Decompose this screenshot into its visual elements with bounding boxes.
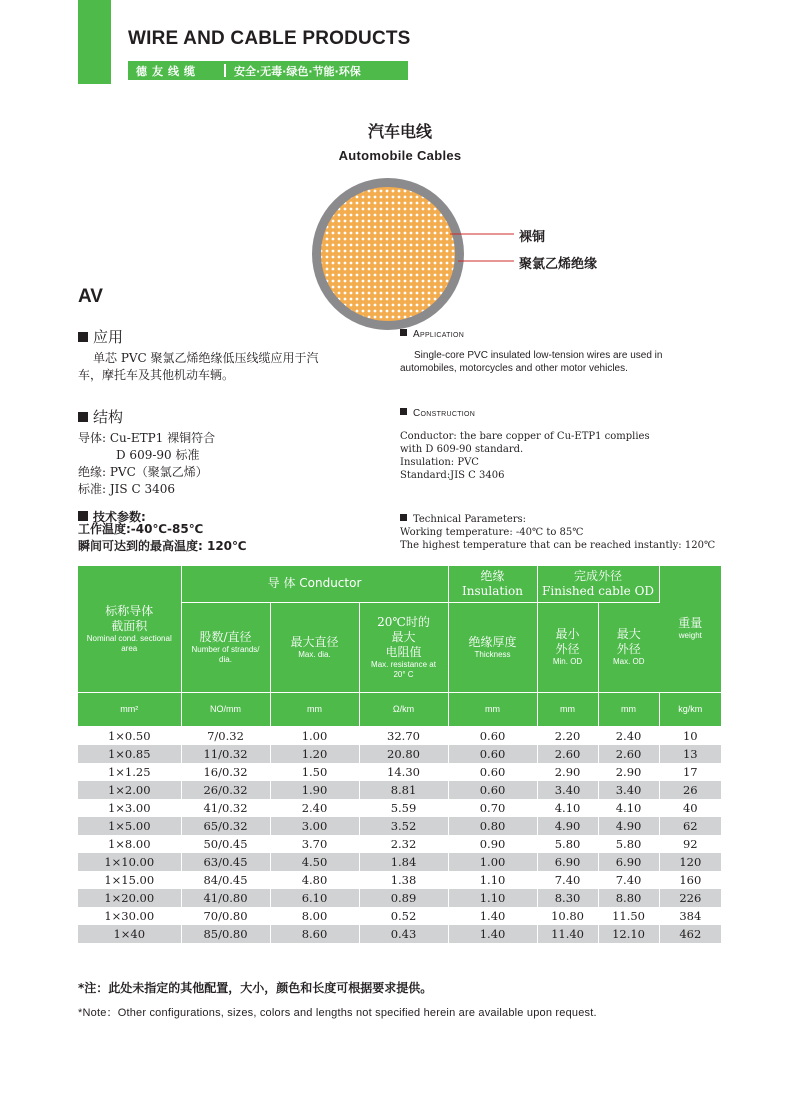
table-row: [78, 925, 721, 943]
table-cell: 4.10: [537, 799, 598, 817]
table-cell: 1.50: [270, 763, 359, 781]
table-row: [78, 853, 721, 871]
unit-cell: mm: [537, 692, 598, 726]
table-cell: 1×0.50: [78, 726, 181, 745]
table-cell: 226: [659, 889, 721, 907]
table-cell: 6.10: [270, 889, 359, 907]
table-row: [78, 871, 721, 889]
table-cell: 1×2.00: [78, 781, 181, 799]
table-cell: 6.90: [537, 853, 598, 871]
table-cell: 3.00: [270, 817, 359, 835]
table-cell: 26/0.32: [181, 781, 270, 799]
table-cell: 0.60: [448, 726, 537, 745]
application-text-cn: 单芯 PVC 聚氯乙烯绝缘低压线缆应用于汽 车，摩托车及其他机动车辆。: [78, 351, 319, 382]
table-cell: 3.40: [598, 781, 659, 799]
table-row: [78, 889, 721, 907]
table-row: [78, 835, 721, 853]
col-header-max-dia: 最大直径 Max. dia.: [270, 602, 359, 692]
table-cell: 1.40: [448, 925, 537, 943]
table-cell: 4.90: [598, 817, 659, 835]
square-bullet-icon: [400, 514, 407, 521]
table-cell: 1.40: [448, 907, 537, 925]
table-cell: 384: [659, 907, 721, 925]
table-cell: 16/0.32: [181, 763, 270, 781]
table-cell: 1.38: [359, 871, 448, 889]
group-header-conductor: 导 体 Conductor: [181, 566, 448, 602]
unit-cell: kg/km: [659, 692, 721, 726]
table-cell: 1×40: [78, 925, 181, 943]
table-cell: 0.89: [359, 889, 448, 907]
technical-text-en: Working temperature: -40℃ to 85℃ The highest temperature that can be reached instantly: 120℃: [400, 527, 716, 551]
table-cell: 0.52: [359, 907, 448, 925]
table-cell: 1×3.00: [78, 799, 181, 817]
table-cell: 7.40: [537, 871, 598, 889]
table-cell: 10: [659, 726, 721, 745]
table-row: [78, 817, 721, 835]
col-header-max-od: 最大 外径 Max. OD: [598, 602, 659, 692]
table-cell: 2.90: [537, 763, 598, 781]
construction-heading-en: Construction: [400, 408, 475, 419]
leader-line-extension: [500, 230, 520, 270]
table-cell: 8.60: [270, 925, 359, 943]
table-cell: 3.52: [359, 817, 448, 835]
table-cell: 7/0.32: [181, 726, 270, 745]
cable-cross-section-diagram: [300, 170, 500, 340]
table-cell: 2.40: [270, 799, 359, 817]
application-text-en: Single-core PVC insulated low-tension wires are used in automobiles, motorcycles and other motor vehicles.: [400, 350, 663, 374]
brand-tagline: [128, 61, 408, 80]
product-title-en: Automobile Cables: [338, 148, 462, 163]
table-cell: 0.60: [448, 745, 537, 763]
footnote-en: *Note：Other configurations, sizes, colors and lengths not specified herein are available upon request.: [78, 1007, 597, 1019]
units-row: [78, 692, 721, 726]
table-cell: 12.10: [598, 925, 659, 943]
table-cell: 0.60: [448, 763, 537, 781]
table-cell: 11.40: [537, 925, 598, 943]
table-cell: 5.59: [359, 799, 448, 817]
table-cell: 32.70: [359, 726, 448, 745]
table-cell: 4.80: [270, 871, 359, 889]
brand-slogan: 安全·无毒·绿色·节能·环保: [234, 64, 361, 78]
table-cell: 50/0.45: [181, 835, 270, 853]
table-cell: 160: [659, 871, 721, 889]
table-cell: 85/0.80: [181, 925, 270, 943]
technical-heading-cn: 技术参数:: [78, 506, 146, 525]
col-header-weight: 重量 weight: [659, 566, 721, 692]
table-cell: 41/0.80: [181, 889, 270, 907]
unit-cell: mm: [270, 692, 359, 726]
product-code: AV: [78, 286, 103, 307]
application-heading-cn: 应用: [78, 326, 123, 347]
table-cell: 17: [659, 763, 721, 781]
table-cell: 8.80: [598, 889, 659, 907]
table-cell: 0.80: [448, 817, 537, 835]
page-title: WIRE AND CABLE PRODUCTS: [128, 28, 411, 49]
table-cell: 84/0.45: [181, 871, 270, 889]
col-header-strands: 股数/直径 Number of strands/ dia.: [181, 602, 270, 692]
table-cell: 1×30.00: [78, 907, 181, 925]
table-cell: 4.50: [270, 853, 359, 871]
table-cell: 4.10: [598, 799, 659, 817]
group-header-insulation: 绝缘 Insulation: [448, 566, 537, 602]
construction-text-cn: 导体: Cu-ETP1 裸铜符合 D 609-90 标准 绝缘: PVC（聚氯乙烯） 标准: JIS C 3406: [78, 431, 216, 496]
table-cell: 2.40: [598, 726, 659, 745]
technical-heading-en: Technical Parameters:: [400, 513, 526, 526]
construction-text-en: Conductor: the bare copper of Cu-ETP1 complies with D 609-90 standard. Insulation: PVC Standard:JIS C 3406: [400, 431, 650, 481]
table-cell: 4.90: [537, 817, 598, 835]
header-accent-bar: [78, 0, 111, 84]
table-cell: 63/0.45: [181, 853, 270, 871]
table-cell: 1.20: [270, 745, 359, 763]
table-row: [78, 745, 721, 763]
table-cell: 11/0.32: [181, 745, 270, 763]
table-cell: 1.10: [448, 871, 537, 889]
table-cell: 1×8.00: [78, 835, 181, 853]
table-cell: 8.30: [537, 889, 598, 907]
table-cell: 70/0.80: [181, 907, 270, 925]
table-cell: 1.00: [270, 726, 359, 745]
group-header-od: 完成外径 Finished cable OD: [537, 566, 659, 602]
table-cell: 120: [659, 853, 721, 871]
table-cell: 1×1.25: [78, 763, 181, 781]
square-bullet-icon: [400, 408, 407, 415]
table-cell: 1×5.00: [78, 817, 181, 835]
table-cell: 26: [659, 781, 721, 799]
square-bullet-icon: [78, 332, 88, 342]
table-cell: 5.80: [537, 835, 598, 853]
square-bullet-icon: [78, 511, 88, 521]
application-heading-en: Application: [400, 329, 464, 340]
construction-heading-cn: 结构: [78, 406, 123, 427]
table-cell: 2.20: [537, 726, 598, 745]
table-cell: 6.90: [598, 853, 659, 871]
square-bullet-icon: [78, 412, 88, 422]
table-cell: 1×10.00: [78, 853, 181, 871]
table-cell: 3.70: [270, 835, 359, 853]
table-cell: 8.00: [270, 907, 359, 925]
col-header-thickness: 绝缘厚度 Thickness: [448, 602, 537, 692]
table-cell: 1.00: [448, 853, 537, 871]
table-cell: 8.81: [359, 781, 448, 799]
table-row: [78, 763, 721, 781]
table-cell: 0.90: [448, 835, 537, 853]
table-cell: 1×0.85: [78, 745, 181, 763]
spec-table: [78, 566, 721, 943]
table-cell: 1×15.00: [78, 871, 181, 889]
unit-cell: NO/mm: [181, 692, 270, 726]
table-cell: 92: [659, 835, 721, 853]
unit-cell: Ω/km: [359, 692, 448, 726]
table-row: [78, 907, 721, 925]
table-row: [78, 781, 721, 799]
footnote-cn: *注：此处未指定的其他配置，大小，颜色和长度可根据要求提供。: [78, 981, 433, 995]
table-cell: 0.43: [359, 925, 448, 943]
table-cell: 41/0.32: [181, 799, 270, 817]
table-cell: 62: [659, 817, 721, 835]
table-cell: 2.60: [537, 745, 598, 763]
technical-text-cn: 工作温度:-40℃-85℃ 瞬间可达到的最高温度: 120℃: [78, 522, 247, 553]
table-cell: 65/0.32: [181, 817, 270, 835]
unit-cell: mm²: [78, 692, 181, 726]
copper-conductor: [321, 187, 455, 321]
table-cell: 1.90: [270, 781, 359, 799]
brand-name: 德友线缆: [136, 64, 200, 78]
table-cell: 2.90: [598, 763, 659, 781]
label-bare-copper: 裸铜: [519, 230, 546, 245]
product-title-cn: 汽车电线: [367, 122, 432, 141]
table-cell: 40: [659, 799, 721, 817]
tagline-divider: [224, 64, 226, 77]
table-cell: 0.60: [448, 781, 537, 799]
table-cell: 3.40: [537, 781, 598, 799]
col-header-area: 标称导体 截面积 Nominal cond. sectional area: [78, 566, 181, 692]
table-cell: 10.80: [537, 907, 598, 925]
table-cell: 0.70: [448, 799, 537, 817]
table-cell: 462: [659, 925, 721, 943]
table-cell: 13: [659, 745, 721, 763]
table-cell: 1.10: [448, 889, 537, 907]
table-cell: 2.60: [598, 745, 659, 763]
unit-cell: mm: [448, 692, 537, 726]
table-cell: 1×20.00: [78, 889, 181, 907]
table-cell: 1.84: [359, 853, 448, 871]
table-cell: 11.50: [598, 907, 659, 925]
table-cell: 20.80: [359, 745, 448, 763]
table-row: [78, 799, 721, 817]
square-bullet-icon: [400, 329, 407, 336]
unit-cell: mm: [598, 692, 659, 726]
col-header-min-od: 最小 外径 Min. OD: [537, 602, 598, 692]
table-cell: 7.40: [598, 871, 659, 889]
table-body: [78, 726, 721, 943]
table-cell: 2.32: [359, 835, 448, 853]
label-pvc-insulation: 聚氯乙烯绝缘: [519, 257, 598, 272]
col-header-resistance: 20℃时的 最大 电阻值 Max. resistance at 20° C: [359, 602, 448, 692]
table-row: [78, 726, 721, 745]
table-cell: 5.80: [598, 835, 659, 853]
table-cell: 14.30: [359, 763, 448, 781]
